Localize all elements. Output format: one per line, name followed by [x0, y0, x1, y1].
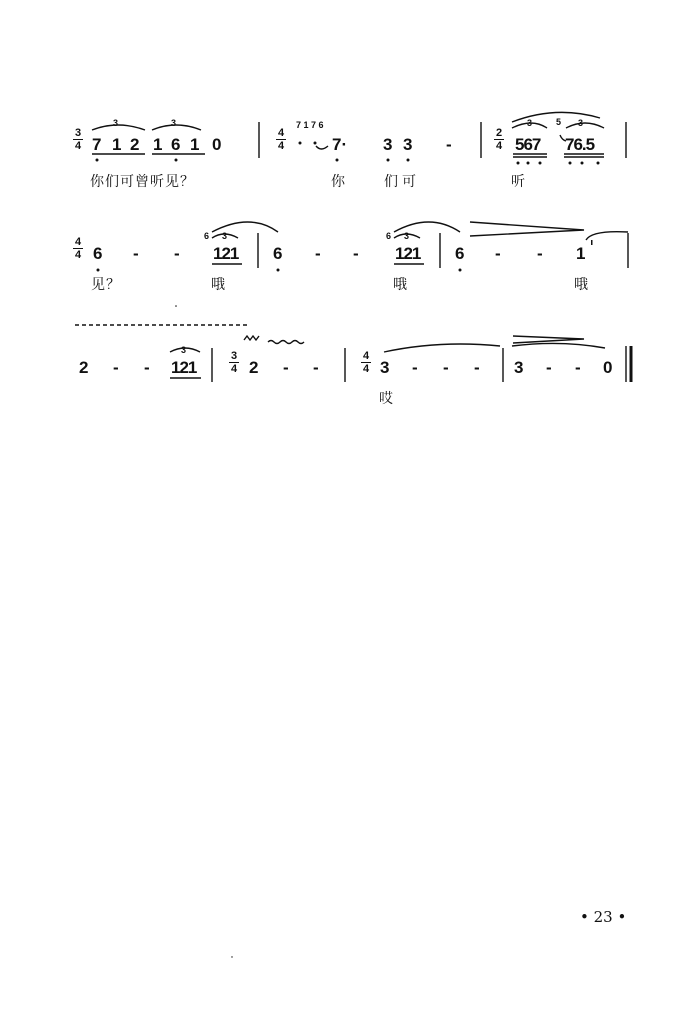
dash: -: [313, 358, 319, 377]
note: 0: [212, 135, 222, 154]
dash: -: [495, 244, 501, 263]
note: 6: [93, 244, 103, 263]
slur: [512, 123, 547, 128]
dash: -: [412, 358, 418, 377]
grace-notes: 7 1 7 6: [296, 120, 324, 130]
grace-notes: 6: [386, 231, 392, 241]
note: 6: [455, 244, 465, 263]
note: 3: [380, 358, 390, 377]
slur: [384, 344, 500, 352]
slur: [394, 222, 460, 232]
wavy-line: [268, 341, 304, 344]
note: 2: [79, 358, 89, 377]
triplet-mark: 3: [181, 345, 187, 355]
triplet-mark: 3: [222, 231, 228, 241]
dash: -: [353, 244, 359, 263]
lyric: 见？: [91, 277, 121, 293]
dash: -: [537, 244, 543, 263]
note: 121: [213, 244, 239, 263]
slur: [152, 125, 201, 130]
dash: -: [546, 358, 552, 377]
lyric: 你们可曾听见？: [90, 174, 195, 190]
note: 7: [92, 135, 102, 154]
triplet-mark: 3: [404, 231, 410, 241]
slur: [566, 123, 604, 128]
triplet-mark: 3: [527, 118, 533, 128]
dash: -: [315, 244, 321, 263]
dash: -: [113, 358, 119, 377]
grace-notes: 6: [204, 231, 210, 241]
triplet-mark: 3: [578, 118, 584, 128]
triplet-mark: 3: [171, 118, 177, 128]
note: 6: [273, 244, 283, 263]
lyric: 哎: [379, 391, 394, 407]
note: 1: [576, 244, 586, 263]
note: 2: [249, 358, 259, 377]
time-signature: 4 4: [74, 236, 82, 261]
slur: [92, 125, 145, 130]
dash: -: [174, 244, 180, 263]
lyric: 你: [331, 174, 346, 190]
hairpin: [513, 336, 584, 343]
lyric: 听: [511, 174, 526, 190]
note: 567: [515, 135, 541, 154]
note: 7·: [332, 135, 348, 154]
dash: -: [474, 358, 480, 377]
note: 3: [403, 135, 413, 154]
note: 121: [395, 244, 421, 263]
page-number: • 23 •: [580, 908, 627, 926]
note: 121: [171, 358, 197, 377]
note: 1: [153, 135, 163, 154]
dash: -: [446, 135, 452, 154]
dash: -: [575, 358, 581, 377]
lyric: 们可: [384, 174, 420, 190]
time-signature: 4 4: [277, 127, 285, 152]
dash: -: [283, 358, 289, 377]
note: 0: [603, 358, 613, 377]
time-signature: 4 4: [362, 350, 370, 375]
slur: [170, 348, 200, 352]
dash: -: [443, 358, 449, 377]
slur: [212, 234, 238, 238]
slur: [212, 222, 278, 232]
lyric: 哦: [574, 277, 589, 293]
slur: [586, 232, 628, 240]
lyric: 哦: [393, 277, 408, 293]
slur: [560, 135, 566, 141]
triplet-mark: 3: [113, 118, 119, 128]
slur: [316, 146, 328, 149]
note: 1: [190, 135, 200, 154]
slur: [512, 112, 600, 122]
slur: [394, 234, 420, 238]
time-signature: 3 4: [230, 350, 238, 375]
hairpin: [470, 222, 584, 236]
note: 3: [514, 358, 524, 377]
time-signature: 2 4: [495, 127, 503, 152]
note: 2: [130, 135, 140, 154]
trill: [244, 336, 259, 340]
note: 76.5: [565, 135, 595, 154]
note: 3: [383, 135, 393, 154]
slur: [512, 343, 605, 348]
grace-notes: 5: [556, 117, 562, 127]
time-signature: 3 4: [74, 127, 82, 152]
note: 6: [171, 135, 181, 154]
dash: -: [133, 244, 139, 263]
lyric: 哦: [211, 277, 226, 293]
note: 1: [112, 135, 122, 154]
dash: -: [144, 358, 150, 377]
